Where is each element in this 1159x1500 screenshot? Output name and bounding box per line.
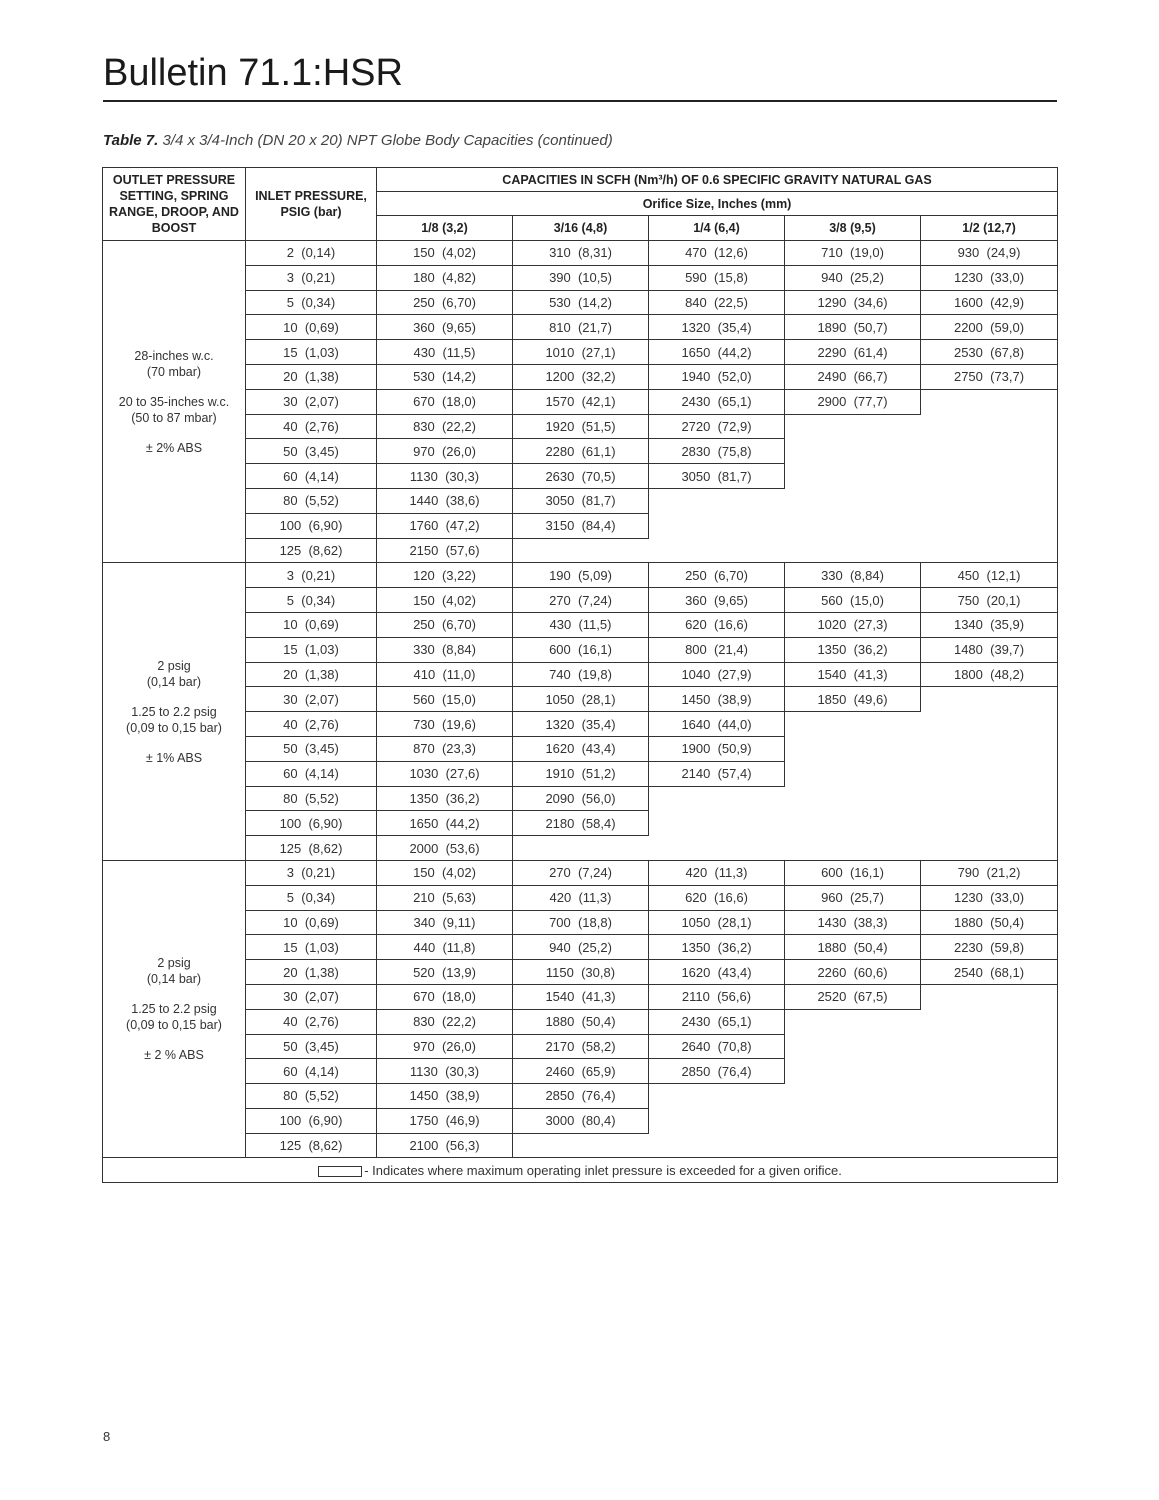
- capacity-cell: 2430 (65,1): [649, 1009, 785, 1034]
- capacity-cell: 1130 (30,3): [377, 464, 513, 489]
- capacity-cell: 420 (11,3): [513, 885, 649, 910]
- table-row: [103, 364, 1058, 389]
- capacity-cell: 190 (5,09): [513, 563, 649, 588]
- inlet-pressure-cell: 30 (2,07): [246, 687, 377, 712]
- capacity-cell: 1920 (51,5): [513, 414, 649, 439]
- outlet-droop-text: ± 2 % ABS: [144, 1048, 204, 1063]
- inlet-pressure-cell: 3 (0,21): [246, 563, 377, 588]
- capacity-cell: 1640 (44,0): [649, 712, 785, 737]
- capacity-cell: 2490 (66,7): [785, 364, 921, 389]
- capacity-cell: 2530 (67,8): [921, 340, 1058, 365]
- capacity-cell: 560 (15,0): [785, 588, 921, 613]
- inlet-pressure-cell: 2 (0,14): [246, 241, 377, 266]
- capacity-cell: 1750 (46,9): [377, 1108, 513, 1133]
- table-row: [103, 910, 1058, 935]
- exceeded-cell: [921, 439, 1058, 464]
- capacity-cell: 2280 (61,1): [513, 439, 649, 464]
- table-caption-label: Table 7.: [103, 132, 159, 149]
- legend-text: - Indicates where maximum operating inlet pressure is exceeded for a given orifice.: [364, 1162, 842, 1178]
- table-row: [103, 687, 1058, 712]
- capacity-cell: 1800 (48,2): [921, 662, 1058, 687]
- capacity-cell: 530 (14,2): [377, 364, 513, 389]
- table-row: [103, 464, 1058, 489]
- inlet-pressure-cell: 30 (2,07): [246, 389, 377, 414]
- inlet-pressure-cell: 5 (0,34): [246, 588, 377, 613]
- capacity-cell: 970 (26,0): [377, 1034, 513, 1059]
- capacity-cell: 1340 (35,9): [921, 612, 1058, 637]
- table-body: [103, 241, 1058, 1183]
- capacity-cell: 120 (3,22): [377, 563, 513, 588]
- capacity-cell: 1850 (49,6): [785, 687, 921, 712]
- capacity-cell: 1940 (52,0): [649, 364, 785, 389]
- capacity-cell: 970 (26,0): [377, 439, 513, 464]
- capacity-cell: 1540 (41,3): [785, 662, 921, 687]
- capacity-cell: 180 (4,82): [377, 265, 513, 290]
- exceeded-cell: [921, 984, 1058, 1009]
- capacity-cell: 1880 (50,4): [921, 910, 1058, 935]
- capacity-cell: 2540 (68,1): [921, 960, 1058, 985]
- inlet-pressure-cell: 125 (8,62): [246, 538, 377, 563]
- capacity-cell: 960 (25,7): [785, 885, 921, 910]
- outlet-range-text: (50 to 87 mbar): [131, 410, 217, 425]
- capacity-cell: 2750 (73,7): [921, 364, 1058, 389]
- inlet-pressure-cell: 125 (8,62): [246, 836, 377, 861]
- capacity-cell: 940 (25,2): [785, 265, 921, 290]
- table-row: [103, 414, 1058, 439]
- inlet-pressure-cell: 80 (5,52): [246, 786, 377, 811]
- exceeded-cell: [785, 538, 921, 563]
- inlet-pressure-cell: 80 (5,52): [246, 1084, 377, 1109]
- capacity-cell: 1650 (44,2): [377, 811, 513, 836]
- exceeded-cell: [649, 786, 785, 811]
- exceeded-cell: [785, 1009, 921, 1034]
- header-capacities: CAPACITIES IN SCFH (Nm³/h) OF 0.6 SPECIFIC GRAVITY NATURAL GAS: [377, 168, 1058, 192]
- exceeded-cell: [649, 513, 785, 538]
- table-row: [103, 488, 1058, 513]
- inlet-pressure-cell: 10 (0,69): [246, 315, 377, 340]
- capacity-cell: 410 (11,0): [377, 662, 513, 687]
- inlet-pressure-cell: 5 (0,34): [246, 290, 377, 315]
- capacity-cell: 1030 (27,6): [377, 761, 513, 786]
- exceeded-cell: [785, 736, 921, 761]
- capacity-cell: 2900 (77,7): [785, 389, 921, 414]
- exceeded-cell: [785, 513, 921, 538]
- exceeded-cell: [785, 811, 921, 836]
- capacity-cell: 1430 (38,3): [785, 910, 921, 935]
- capacity-cell: 3150 (84,4): [513, 513, 649, 538]
- exceeded-cell: [785, 414, 921, 439]
- table-row: [103, 563, 1058, 588]
- table-row: [103, 439, 1058, 464]
- capacity-cell: 750 (20,1): [921, 588, 1058, 613]
- inlet-pressure-cell: 3 (0,21): [246, 265, 377, 290]
- table-row: [103, 265, 1058, 290]
- capacity-cell: 1760 (47,2): [377, 513, 513, 538]
- capacity-cell: 430 (11,5): [377, 340, 513, 365]
- exceeded-cell: [785, 488, 921, 513]
- capacity-cell: 1290 (34,6): [785, 290, 921, 315]
- table-row: [103, 1034, 1058, 1059]
- capacity-cell: 830 (22,2): [377, 414, 513, 439]
- outlet-range-text: 20 to 35-inches w.c.: [118, 394, 230, 409]
- exceeded-cell: [921, 488, 1058, 513]
- capacity-cell: 2520 (67,5): [785, 984, 921, 1009]
- page-title: Bulletin 71.1:HSR: [103, 52, 403, 94]
- capacity-cell: 3050 (81,7): [649, 464, 785, 489]
- capacity-cell: 310 (8,31): [513, 241, 649, 266]
- capacity-cell: 1230 (33,0): [921, 265, 1058, 290]
- capacity-cell: 1050 (28,1): [513, 687, 649, 712]
- exceeded-cell: [785, 464, 921, 489]
- exceeded-cell: [513, 538, 649, 563]
- capacity-cell: 360 (9,65): [377, 315, 513, 340]
- exceeded-cell: [649, 488, 785, 513]
- table-row: [103, 860, 1058, 885]
- table-row: [103, 960, 1058, 985]
- capacity-cell: 2260 (60,6): [785, 960, 921, 985]
- table-row: [103, 662, 1058, 687]
- table-row: [103, 935, 1058, 960]
- header-orifice-4: 1/2 (12,7): [921, 216, 1058, 241]
- outlet-setting-text: 2 psig: [157, 956, 191, 971]
- capacity-cell: 620 (16,6): [649, 885, 785, 910]
- inlet-pressure-cell: 100 (6,90): [246, 811, 377, 836]
- capacity-cell: 2720 (72,9): [649, 414, 785, 439]
- table-row: [103, 1009, 1058, 1034]
- exceeded-cell: [921, 761, 1058, 786]
- exceeded-cell: [921, 786, 1058, 811]
- exceeded-cell: [785, 1059, 921, 1084]
- capacity-cell: 520 (13,9): [377, 960, 513, 985]
- capacity-cell: 270 (7,24): [513, 860, 649, 885]
- exceeded-cell: [649, 836, 785, 861]
- inlet-pressure-cell: 20 (1,38): [246, 662, 377, 687]
- capacity-cell: 1350 (36,2): [377, 786, 513, 811]
- exceeded-cell: [921, 1084, 1058, 1109]
- capacity-cell: 1450 (38,9): [377, 1084, 513, 1109]
- exceeded-cell: [785, 1084, 921, 1109]
- outlet-range-text: (0,09 to 0,15 bar): [126, 1018, 222, 1033]
- capacity-cell: 2290 (61,4): [785, 340, 921, 365]
- inlet-pressure-cell: 15 (1,03): [246, 935, 377, 960]
- table-row: [103, 786, 1058, 811]
- inlet-pressure-cell: 20 (1,38): [246, 960, 377, 985]
- exceeded-cell: [785, 786, 921, 811]
- capacity-cell: 730 (19,6): [377, 712, 513, 737]
- capacity-cell: 1890 (50,7): [785, 315, 921, 340]
- capacity-cell: 2850 (76,4): [649, 1059, 785, 1084]
- capacity-cell: 940 (25,2): [513, 935, 649, 960]
- exceeded-cell: [785, 1108, 921, 1133]
- outlet-setting-cell: [103, 563, 246, 861]
- table-row: [103, 1133, 1058, 1158]
- exceeded-cell: [921, 811, 1058, 836]
- header-orifice-1: 3/16 (4,8): [513, 216, 649, 241]
- capacities-table: [102, 167, 1058, 1183]
- capacity-cell: 1350 (36,2): [785, 637, 921, 662]
- table-row: [103, 588, 1058, 613]
- capacity-cell: 1570 (42,1): [513, 389, 649, 414]
- capacity-cell: 1020 (27,3): [785, 612, 921, 637]
- legend-cell: [103, 1158, 1058, 1183]
- capacity-cell: 1450 (38,9): [649, 687, 785, 712]
- inlet-pressure-cell: 60 (4,14): [246, 464, 377, 489]
- exceeded-cell: [785, 836, 921, 861]
- capacity-cell: 840 (22,5): [649, 290, 785, 315]
- capacity-cell: 2460 (65,9): [513, 1059, 649, 1084]
- header-orifice-0: 1/8 (3,2): [377, 216, 513, 241]
- capacity-cell: 450 (12,1): [921, 563, 1058, 588]
- exceeded-cell: [785, 761, 921, 786]
- outlet-range-text: 1.25 to 2.2 psig: [131, 704, 217, 719]
- capacity-cell: 810 (21,7): [513, 315, 649, 340]
- outlet-setting-text: 28-inches w.c.: [134, 348, 214, 363]
- exceeded-cell: [921, 1034, 1058, 1059]
- exceeded-cell: [785, 1133, 921, 1158]
- inlet-pressure-cell: 10 (0,69): [246, 910, 377, 935]
- table-caption: [103, 132, 613, 149]
- capacity-cell: 2630 (70,5): [513, 464, 649, 489]
- inlet-pressure-cell: 3 (0,21): [246, 860, 377, 885]
- header-orifice-size: Orifice Size, Inches (mm): [377, 192, 1058, 216]
- table-row: [103, 340, 1058, 365]
- capacity-cell: 2850 (76,4): [513, 1084, 649, 1109]
- exceeded-cell: [921, 1108, 1058, 1133]
- capacity-cell: 600 (16,1): [785, 860, 921, 885]
- table-row: [103, 811, 1058, 836]
- outlet-setting-text: (0,14 bar): [146, 674, 202, 689]
- exceeded-cell: [921, 1059, 1058, 1084]
- capacity-cell: 250 (6,70): [377, 612, 513, 637]
- inlet-pressure-cell: 30 (2,07): [246, 984, 377, 1009]
- capacity-cell: 560 (15,0): [377, 687, 513, 712]
- outlet-range-text: 1.25 to 2.2 psig: [131, 1002, 217, 1017]
- exceeded-cell: [921, 513, 1058, 538]
- capacity-cell: 2640 (70,8): [649, 1034, 785, 1059]
- exceeded-cell: [921, 712, 1058, 737]
- header-outlet-pressure: OUTLET PRESSURE SETTING, SPRING RANGE, DROOP, AND BOOST: [103, 168, 246, 241]
- inlet-pressure-cell: 40 (2,76): [246, 414, 377, 439]
- capacity-cell: 2110 (56,6): [649, 984, 785, 1009]
- inlet-pressure-cell: 100 (6,90): [246, 513, 377, 538]
- inlet-pressure-cell: 10 (0,69): [246, 612, 377, 637]
- inlet-pressure-cell: 60 (4,14): [246, 761, 377, 786]
- table-row: [103, 538, 1058, 563]
- inlet-pressure-cell: 40 (2,76): [246, 712, 377, 737]
- table-row: [103, 1084, 1058, 1109]
- outlet-setting-text: 2 psig: [157, 658, 191, 673]
- capacity-cell: 2230 (59,8): [921, 935, 1058, 960]
- capacity-cell: 830 (22,2): [377, 1009, 513, 1034]
- inlet-pressure-cell: 15 (1,03): [246, 637, 377, 662]
- capacity-cell: 1600 (42,9): [921, 290, 1058, 315]
- exceeded-cell: [785, 712, 921, 737]
- table-row: [103, 637, 1058, 662]
- exceeded-cell: [649, 811, 785, 836]
- capacity-cell: 2090 (56,0): [513, 786, 649, 811]
- table-row: [103, 389, 1058, 414]
- capacity-cell: 1040 (27,9): [649, 662, 785, 687]
- table-caption-text: 3/4 x 3/4-Inch (DN 20 x 20) NPT Globe Body Capacities (continued): [162, 132, 613, 149]
- table-header: [103, 168, 1058, 241]
- capacity-cell: 470 (12,6): [649, 241, 785, 266]
- exceeded-cell: [921, 687, 1058, 712]
- inlet-pressure-cell: 20 (1,38): [246, 364, 377, 389]
- capacity-cell: 3000 (80,4): [513, 1108, 649, 1133]
- table-row: [103, 315, 1058, 340]
- exceeded-cell: [513, 1133, 649, 1158]
- exceeded-cell: [921, 836, 1058, 861]
- table-row: [103, 761, 1058, 786]
- inlet-pressure-cell: 125 (8,62): [246, 1133, 377, 1158]
- legend-row: [103, 1158, 1058, 1183]
- table-row: [103, 290, 1058, 315]
- outlet-range-text: (0,09 to 0,15 bar): [126, 720, 222, 735]
- capacity-cell: 1440 (38,6): [377, 488, 513, 513]
- exceeded-cell: [785, 1034, 921, 1059]
- inlet-pressure-cell: 100 (6,90): [246, 1108, 377, 1133]
- capacity-cell: 1900 (50,9): [649, 736, 785, 761]
- outlet-droop-text: ± 2% ABS: [145, 440, 203, 455]
- capacity-cell: 740 (19,8): [513, 662, 649, 687]
- table-row: [103, 836, 1058, 861]
- capacity-cell: 420 (11,3): [649, 860, 785, 885]
- exceeded-cell: [785, 439, 921, 464]
- capacity-cell: 1350 (36,2): [649, 935, 785, 960]
- capacity-cell: 390 (10,5): [513, 265, 649, 290]
- capacity-cell: 1880 (50,4): [513, 1009, 649, 1034]
- exceeded-cell: [649, 1133, 785, 1158]
- capacity-cell: 620 (16,6): [649, 612, 785, 637]
- capacity-cell: 590 (15,8): [649, 265, 785, 290]
- exceeded-cell: [649, 1084, 785, 1109]
- outlet-setting-cell: [103, 860, 246, 1158]
- capacity-cell: 710 (19,0): [785, 241, 921, 266]
- capacity-cell: 1230 (33,0): [921, 885, 1058, 910]
- capacity-cell: 440 (11,8): [377, 935, 513, 960]
- capacity-cell: 2170 (58,2): [513, 1034, 649, 1059]
- exceeded-cell: [921, 736, 1058, 761]
- header-orifice-3: 3/8 (9,5): [785, 216, 921, 241]
- capacity-cell: 210 (5,63): [377, 885, 513, 910]
- capacity-cell: 1540 (41,3): [513, 984, 649, 1009]
- exceeded-cell: [921, 538, 1058, 563]
- outlet-droop-text: ± 1% ABS: [145, 750, 203, 765]
- capacity-cell: 340 (9,11): [377, 910, 513, 935]
- capacity-cell: 1620 (43,4): [513, 736, 649, 761]
- inlet-pressure-cell: 60 (4,14): [246, 1059, 377, 1084]
- table-row: [103, 513, 1058, 538]
- capacity-cell: 270 (7,24): [513, 588, 649, 613]
- capacity-cell: 150 (4,02): [377, 588, 513, 613]
- exceeded-cell: [513, 836, 649, 861]
- capacity-cell: 2100 (56,3): [377, 1133, 513, 1158]
- capacity-cell: 2000 (53,6): [377, 836, 513, 861]
- table-row: [103, 1059, 1058, 1084]
- exceeded-cell: [921, 389, 1058, 414]
- capacity-cell: 330 (8,84): [377, 637, 513, 662]
- exceeded-cell: [921, 1133, 1058, 1158]
- capacity-cell: 2200 (59,0): [921, 315, 1058, 340]
- capacity-cell: 150 (4,02): [377, 241, 513, 266]
- table-row: [103, 1108, 1058, 1133]
- capacity-cell: 2140 (57,4): [649, 761, 785, 786]
- capacity-cell: 530 (14,2): [513, 290, 649, 315]
- capacity-cell: 1010 (27,1): [513, 340, 649, 365]
- capacity-cell: 1910 (51,2): [513, 761, 649, 786]
- inlet-pressure-cell: 50 (3,45): [246, 736, 377, 761]
- inlet-pressure-cell: 80 (5,52): [246, 488, 377, 513]
- capacity-cell: 670 (18,0): [377, 984, 513, 1009]
- outlet-setting-text: (0,14 bar): [146, 972, 202, 987]
- capacity-cell: 250 (6,70): [649, 563, 785, 588]
- exceeded-cell: [921, 464, 1058, 489]
- outlet-setting-cell: [103, 241, 246, 563]
- table-row: [103, 241, 1058, 266]
- exceeded-cell: [649, 538, 785, 563]
- capacity-cell: 1620 (43,4): [649, 960, 785, 985]
- capacity-cell: 1320 (35,4): [649, 315, 785, 340]
- capacity-cell: 700 (18,8): [513, 910, 649, 935]
- exceeded-cell: [649, 1108, 785, 1133]
- capacity-cell: 2150 (57,6): [377, 538, 513, 563]
- capacity-cell: 1880 (50,4): [785, 935, 921, 960]
- capacity-cell: 250 (6,70): [377, 290, 513, 315]
- capacity-cell: 1200 (32,2): [513, 364, 649, 389]
- table-row: [103, 612, 1058, 637]
- capacity-cell: 1650 (44,2): [649, 340, 785, 365]
- capacity-cell: 1130 (30,3): [377, 1059, 513, 1084]
- page-number: 8: [103, 1429, 111, 1444]
- exceeded-cell: [921, 1009, 1058, 1034]
- capacity-cell: 670 (18,0): [377, 389, 513, 414]
- capacity-cell: 1050 (28,1): [649, 910, 785, 935]
- capacity-cell: 1320 (35,4): [513, 712, 649, 737]
- legend-swatch: [318, 1166, 362, 1177]
- table-row: [103, 712, 1058, 737]
- capacity-cell: 3050 (81,7): [513, 488, 649, 513]
- header-orifice-2: 1/4 (6,4): [649, 216, 785, 241]
- title-divider: [103, 100, 1057, 102]
- capacity-cell: 2180 (58,4): [513, 811, 649, 836]
- capacity-cell: 870 (23,3): [377, 736, 513, 761]
- capacity-cell: 150 (4,02): [377, 860, 513, 885]
- inlet-pressure-cell: 50 (3,45): [246, 439, 377, 464]
- capacity-cell: 2830 (75,8): [649, 439, 785, 464]
- capacity-cell: 600 (16,1): [513, 637, 649, 662]
- table-row: [103, 885, 1058, 910]
- inlet-pressure-cell: 50 (3,45): [246, 1034, 377, 1059]
- capacity-cell: 430 (11,5): [513, 612, 649, 637]
- capacity-cell: 2430 (65,1): [649, 389, 785, 414]
- capacity-cell: 360 (9,65): [649, 588, 785, 613]
- outlet-setting-text: (70 mbar): [146, 364, 202, 379]
- capacity-cell: 930 (24,9): [921, 241, 1058, 266]
- exceeded-cell: [921, 414, 1058, 439]
- inlet-pressure-cell: 5 (0,34): [246, 885, 377, 910]
- header-inlet-pressure: INLET PRESSURE, PSIG (bar): [246, 168, 377, 241]
- capacity-cell: 330 (8,84): [785, 563, 921, 588]
- inlet-pressure-cell: 15 (1,03): [246, 340, 377, 365]
- capacity-cell: 790 (21,2): [921, 860, 1058, 885]
- inlet-pressure-cell: 40 (2,76): [246, 1009, 377, 1034]
- table-row: [103, 984, 1058, 1009]
- capacity-cell: 800 (21,4): [649, 637, 785, 662]
- table-row: [103, 736, 1058, 761]
- capacity-cell: 1150 (30,8): [513, 960, 649, 985]
- capacity-cell: 1480 (39,7): [921, 637, 1058, 662]
